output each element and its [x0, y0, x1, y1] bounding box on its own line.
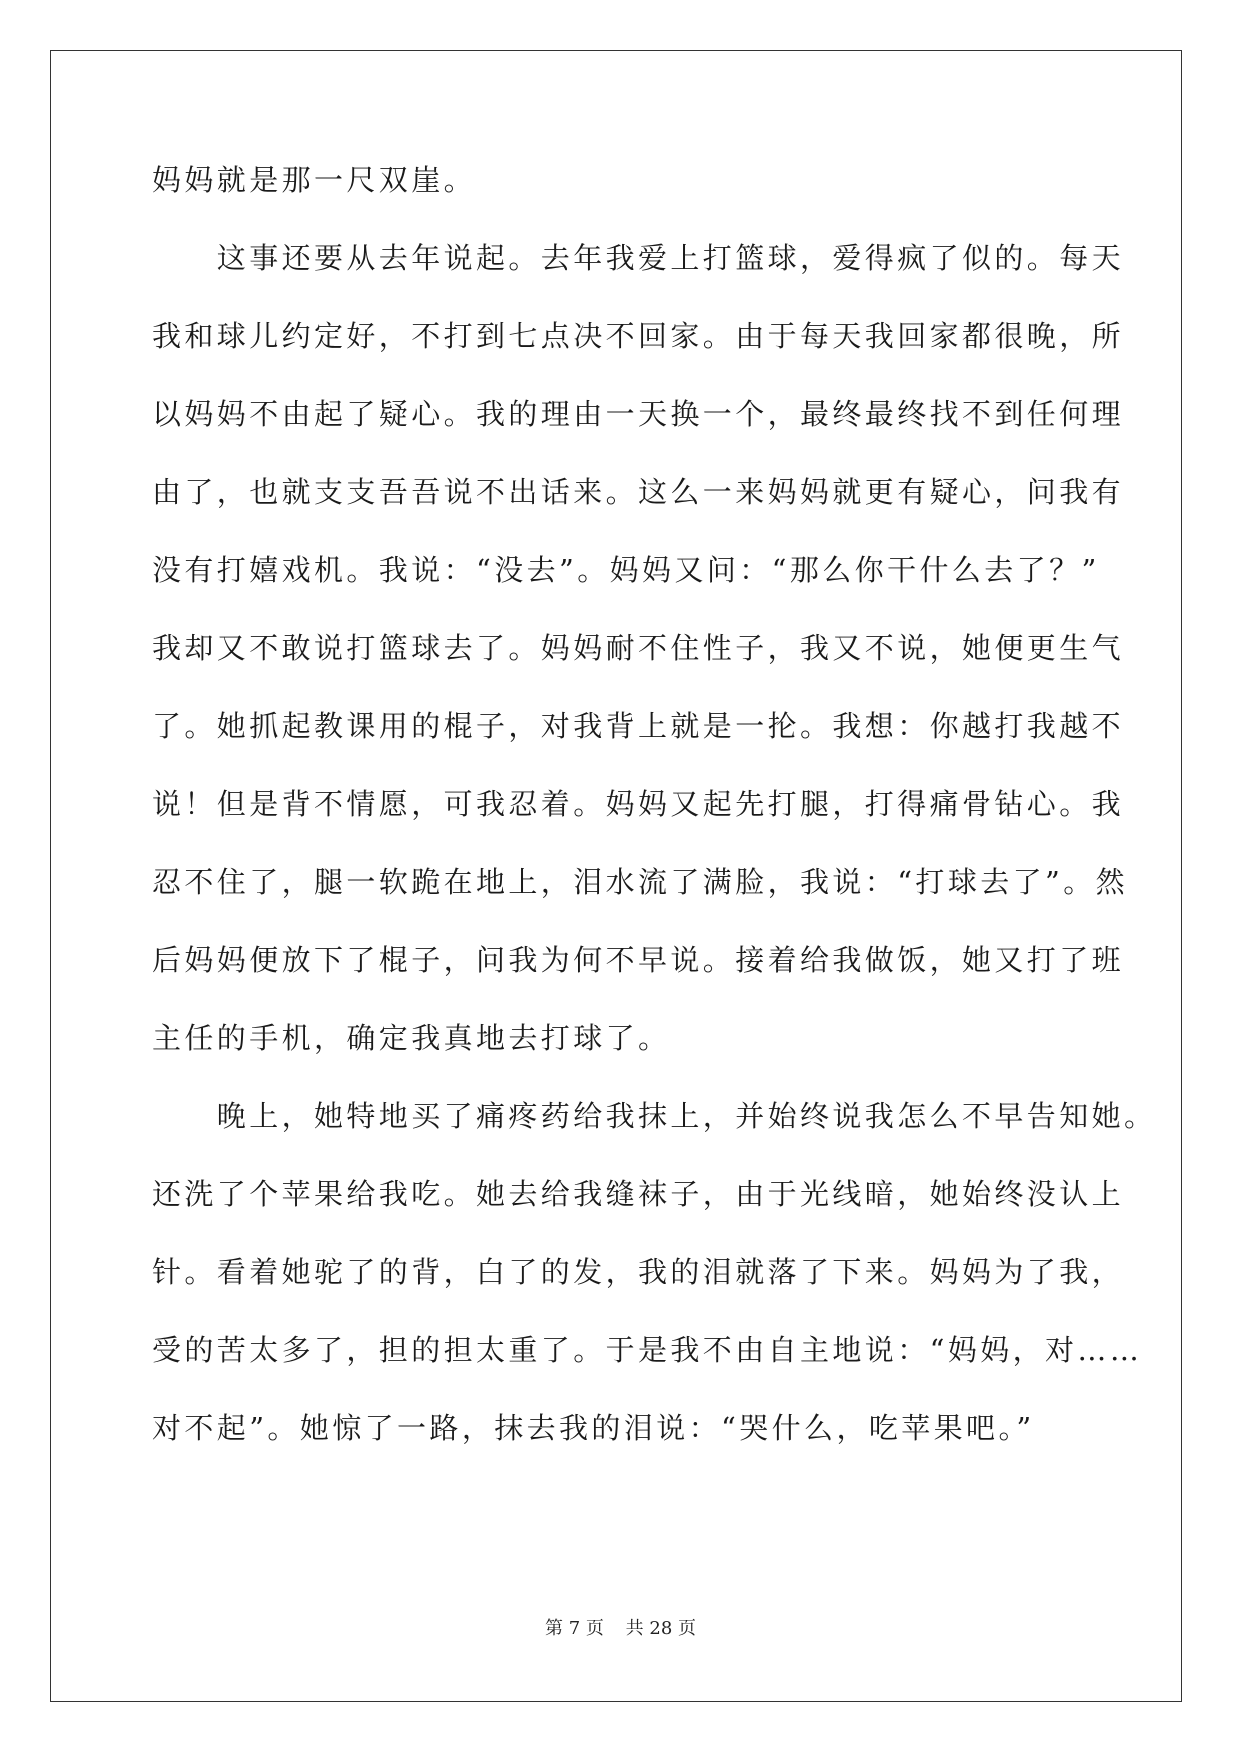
- text-line: 说！但是背不情愿，可我忍着。妈妈又起先打腿，打得痛骨钻心。我: [152, 787, 1125, 821]
- text-line: 受的苦太多了，担的担太重了。于是我不由自主地说：“妈妈，对……: [152, 1333, 1143, 1367]
- text-line: 我和球儿约定好，不打到七点决不回家。由于每天我回家都很晚，所: [152, 319, 1125, 353]
- text-line: 我却又不敢说打篮球去了。妈妈耐不住性子，我又不说，她便更生气: [152, 631, 1125, 665]
- text-line: 由了，也就支支吾吾说不出话来。这么一来妈妈就更有疑心，问我有: [152, 475, 1125, 509]
- text-line: 针。看着她驼了的背，白了的发，我的泪就落了下来。妈妈为了我，: [152, 1255, 1125, 1289]
- text-line: 晚上，她特地买了痛疼药给我抹上，并始终说我怎么不早告知她。: [152, 1099, 1157, 1133]
- text-line: 主任的手机，确定我真地去打球了。: [152, 1021, 671, 1055]
- page-number: 第 7 页: [545, 1618, 604, 1639]
- text-line: 后妈妈便放下了棍子，问我为何不早说。接着给我做饭，她又打了班: [152, 943, 1125, 977]
- text-line: 了。她抓起教课用的棍子，对我背上就是一抡。我想：你越打我越不: [152, 709, 1125, 743]
- page-total: 共 28 页: [625, 1618, 696, 1639]
- text-line: 忍不住了，腿一软跪在地上，泪水流了满脸，我说：“打球去了”。然: [152, 865, 1129, 899]
- text-line: 对不起”。她惊了一路，抹去我的泪说：“哭什么，吃苹果吧。”: [152, 1411, 1035, 1445]
- text-line: 没有打嬉戏机。我说：“没去”。妈妈又问：“那么你干什么去了？”: [152, 553, 1100, 587]
- text-line: 这事还要从去年说起。去年我爱上打篮球，爱得疯了似的。每天: [152, 241, 1125, 275]
- text-line: 妈妈就是那一尺双崖。: [152, 163, 477, 197]
- page-footer: [0, 1617, 1241, 1641]
- text-line: 还洗了个苹果给我吃。她去给我缝袜子，由于光线暗，她始终没认上: [152, 1177, 1125, 1211]
- text-line: 以妈妈不由起了疑心。我的理由一天换一个，最终最终找不到任何理: [152, 397, 1125, 431]
